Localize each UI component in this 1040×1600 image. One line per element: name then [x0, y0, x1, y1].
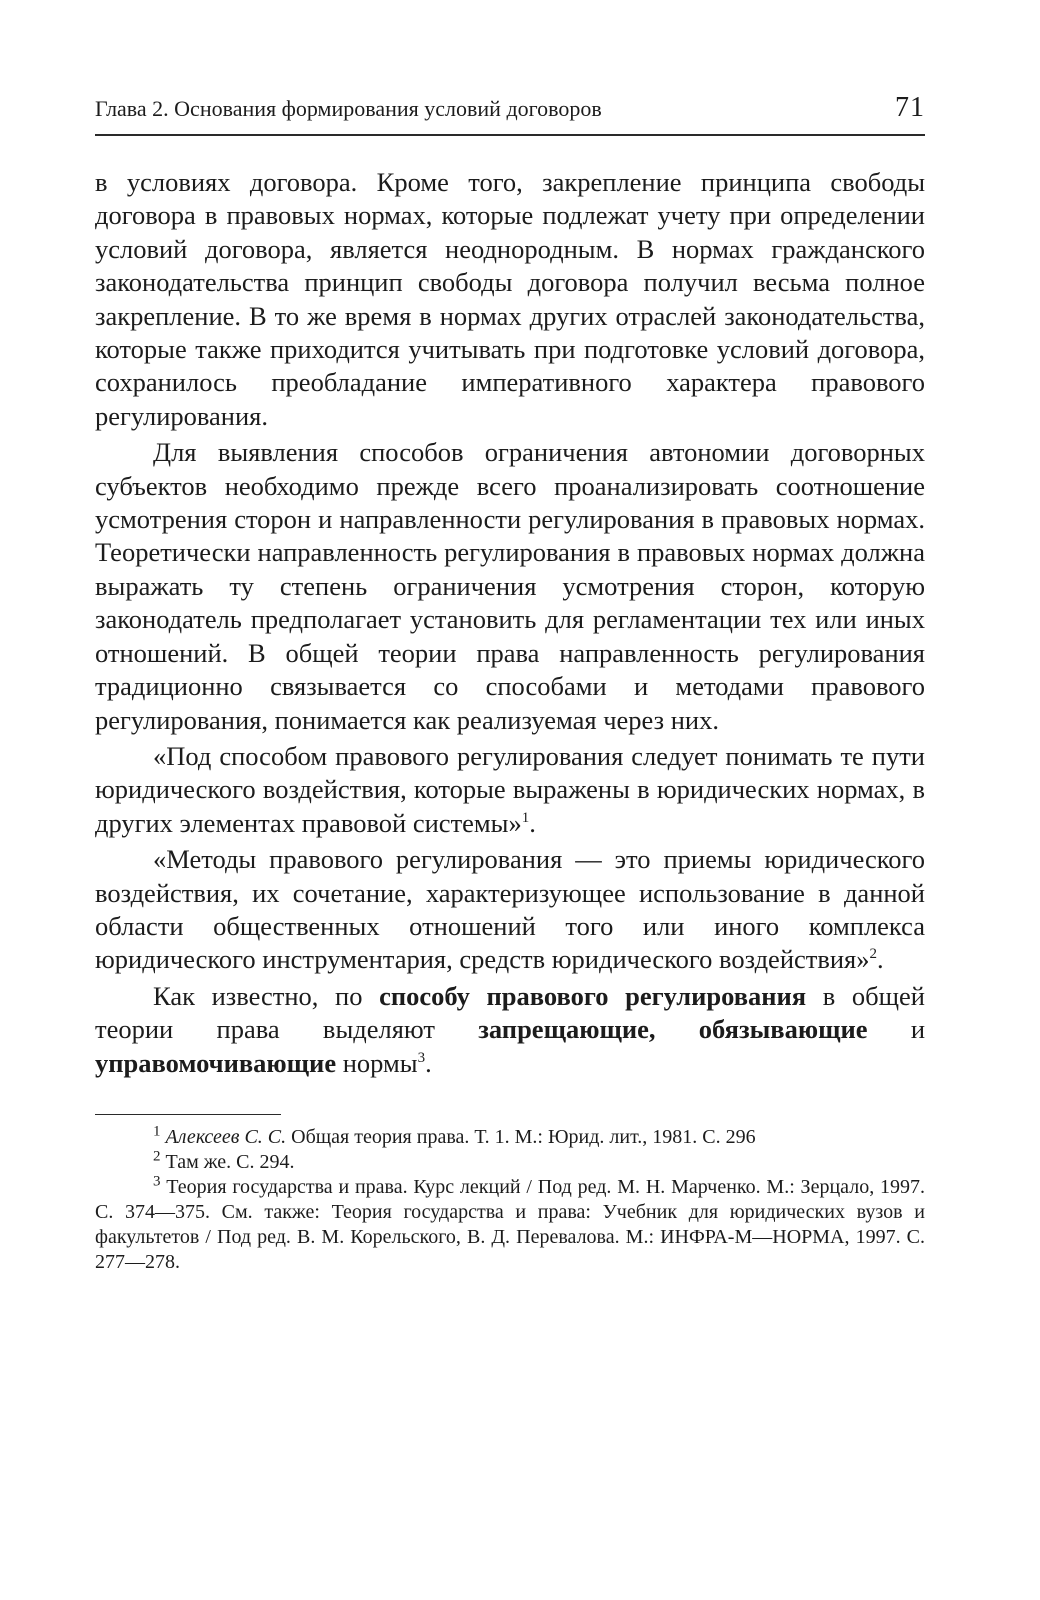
page-number: 71	[895, 92, 925, 123]
footnote-author: Алексеев С. С.	[165, 1125, 287, 1148]
bold-term: запрещающие, обязывающие	[478, 1014, 868, 1045]
footnote-1	[95, 1125, 925, 1150]
footnote-ref-2: 2	[869, 946, 877, 963]
paragraph-end: .	[425, 1047, 432, 1078]
paragraph-5	[95, 980, 925, 1080]
running-header	[95, 92, 925, 136]
text-run: Как известно, по	[153, 980, 380, 1011]
quote-text: «Методы правового регулирования — это приемы юридического воздействия, их сочетание, характеризующее использование в данной области общественных отношений того или иного комплекса юридического инструментария, средств юридического воздействия»	[95, 844, 925, 975]
text-run: в общей теории права выделяют	[95, 980, 925, 1045]
paragraph-3	[95, 740, 925, 840]
footnote-separator	[95, 1114, 281, 1115]
book-page	[95, 92, 925, 1275]
text-run: нормы	[336, 1047, 418, 1078]
footnotes	[95, 1125, 925, 1275]
main-text	[95, 166, 925, 1080]
footnote-ref-1: 1	[521, 809, 530, 826]
footnote-number: 2	[153, 1148, 161, 1165]
quote-text: «Под способом правового регулирования следует понимать те пути юридического воздействия, которые выражены в юридических нормах, в других элементах правовой системы»	[95, 740, 925, 838]
paragraph-2: Для выявления способов ограничения автономии договорных субъектов необходимо прежде всего проанализировать соотношение усмотрения сторон и направленности регулирования в правовых нормах. Теоретически направленность регулирования в правовых нормах должна выражать ту степень ограничения усмотрения сторон, которую законодатель предполагает установить для регламентации тех или иных отношений. В общей теории права направленность регулирования традиционно связывается со способами и методами правового регулирования, понимается как реализуемая через них.	[95, 437, 925, 735]
paragraph-4	[95, 843, 925, 977]
footnote-number: 3	[153, 1173, 161, 1190]
footnote-text: Общая теория права. Т. 1. М.: Юрид. лит., 1981. С. 296	[286, 1125, 756, 1148]
footnote-text: Там же. С. 294.	[160, 1150, 295, 1173]
text-run: и	[867, 1014, 926, 1045]
paragraph-end: .	[876, 944, 884, 975]
footnote-text: Теория государства и права. Курс лекций / Под ред. М. Н. Марченко. М.: Зерцало, 1997. С. 374—375. См. также: Теория государства и права: Учебник для юридических вузов и факультетов / Под ред. В. М. Корельского, В. Д. Перевалова. М.: ИНФРА-М—НОРМА, 1997. С. 277—278.	[95, 1175, 925, 1273]
bold-term: управомочивающие	[95, 1047, 337, 1078]
paragraph-1: в условиях договора. Кроме того, закрепление принципа свободы договора в правовых нормах, которые подлежат учету при определении условий договора, является неоднородным. В нормах гражданского законодательства принцип свободы договора получил весьма полное закрепление. В то же время в нормах других отраслей законодательства, которые также приходится учитывать при подготовке условий договора, сохранилось преобладание императивного характера правового регулирования.	[95, 167, 925, 431]
chapter-title: Глава 2. Основания формирования условий договоров	[95, 96, 602, 121]
bold-term: способу правового регулирования	[379, 980, 807, 1011]
footnote-ref-3: 3	[417, 1049, 426, 1066]
footnote-3	[95, 1175, 925, 1275]
paragraph-end: .	[529, 807, 536, 838]
footnote-number: 1	[153, 1123, 161, 1140]
footnote-2	[95, 1150, 925, 1175]
